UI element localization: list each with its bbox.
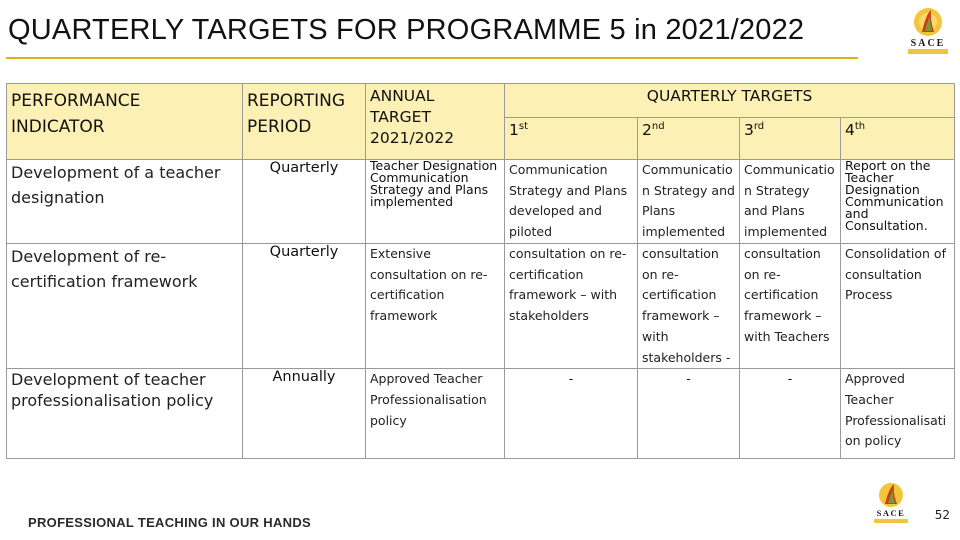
table-row bbox=[7, 160, 955, 244]
row-q1: Communication Strategy and Plans developed and piloted bbox=[505, 160, 638, 244]
header-performance-indicator: PERFORMANCE INDICATOR bbox=[7, 84, 243, 160]
svg-text:SACE: SACE bbox=[876, 508, 906, 518]
header-annual-target: ANNUAL TARGET 2021/2022 bbox=[366, 84, 505, 160]
header-quarter-3: 3rd bbox=[740, 118, 841, 160]
row-q4: Report on the Teacher Designation Communication and Consultation. bbox=[841, 160, 955, 244]
logo-wordmark: SACE bbox=[910, 38, 946, 49]
row-annual-target: Approved Teacher Professionalisation policy bbox=[366, 369, 505, 459]
header-quarterly-targets: QUARTERLY TARGETS bbox=[505, 84, 955, 118]
row-q2: - bbox=[638, 369, 740, 459]
row-period: Annually bbox=[243, 369, 366, 459]
page-number: 52 bbox=[934, 508, 950, 522]
sace-logo-bottom bbox=[866, 478, 916, 526]
row-q3: Communicatio n Strategy and Plans implemented bbox=[740, 160, 841, 244]
row-indicator: Development of teacher professionalisation policy bbox=[7, 369, 243, 459]
row-q3: consultation on re-certification framework – with Teachers bbox=[740, 244, 841, 369]
sace-logo-top bbox=[900, 2, 956, 58]
row-q2: consultation on re-certification framework – with stakeholders - bbox=[638, 244, 740, 369]
row-indicator: Development of re-certification framework bbox=[7, 244, 243, 369]
row-indicator: Development of a teacher designation bbox=[7, 160, 243, 244]
row-q2: Communicatio n Strategy and Plans implemented bbox=[638, 160, 740, 244]
table-row bbox=[7, 244, 955, 369]
row-annual-target: Extensive consultation on re-certification framework bbox=[366, 244, 505, 369]
row-annual-target: Teacher Designation Communication Strategy and Plans implemented bbox=[366, 160, 505, 244]
row-q4: Consolidation of consultation Process bbox=[841, 244, 955, 369]
header-quarter-4: 4th bbox=[841, 118, 955, 160]
header-reporting-period: REPORTING PERIOD bbox=[243, 84, 366, 160]
targets-table bbox=[6, 83, 955, 459]
row-q1: consultation on re-certification framework – with stakeholders bbox=[505, 244, 638, 369]
row-q1: - bbox=[505, 369, 638, 459]
row-q4: Approved Teacher Professionalisati on policy bbox=[841, 369, 955, 459]
row-period: Quarterly bbox=[243, 160, 366, 244]
row-period: Quarterly bbox=[243, 244, 366, 369]
slide-title: QUARTERLY TARGETS FOR PROGRAMME 5 in 2021/2022 bbox=[8, 14, 805, 46]
row-q3: - bbox=[740, 369, 841, 459]
header-quarter-1: 1st bbox=[505, 118, 638, 160]
title-underline bbox=[6, 57, 858, 59]
table-row bbox=[7, 369, 955, 459]
footer-tagline: PROFESSIONAL TEACHING IN OUR HANDS bbox=[28, 515, 311, 530]
header-quarter-2: 2nd bbox=[638, 118, 740, 160]
